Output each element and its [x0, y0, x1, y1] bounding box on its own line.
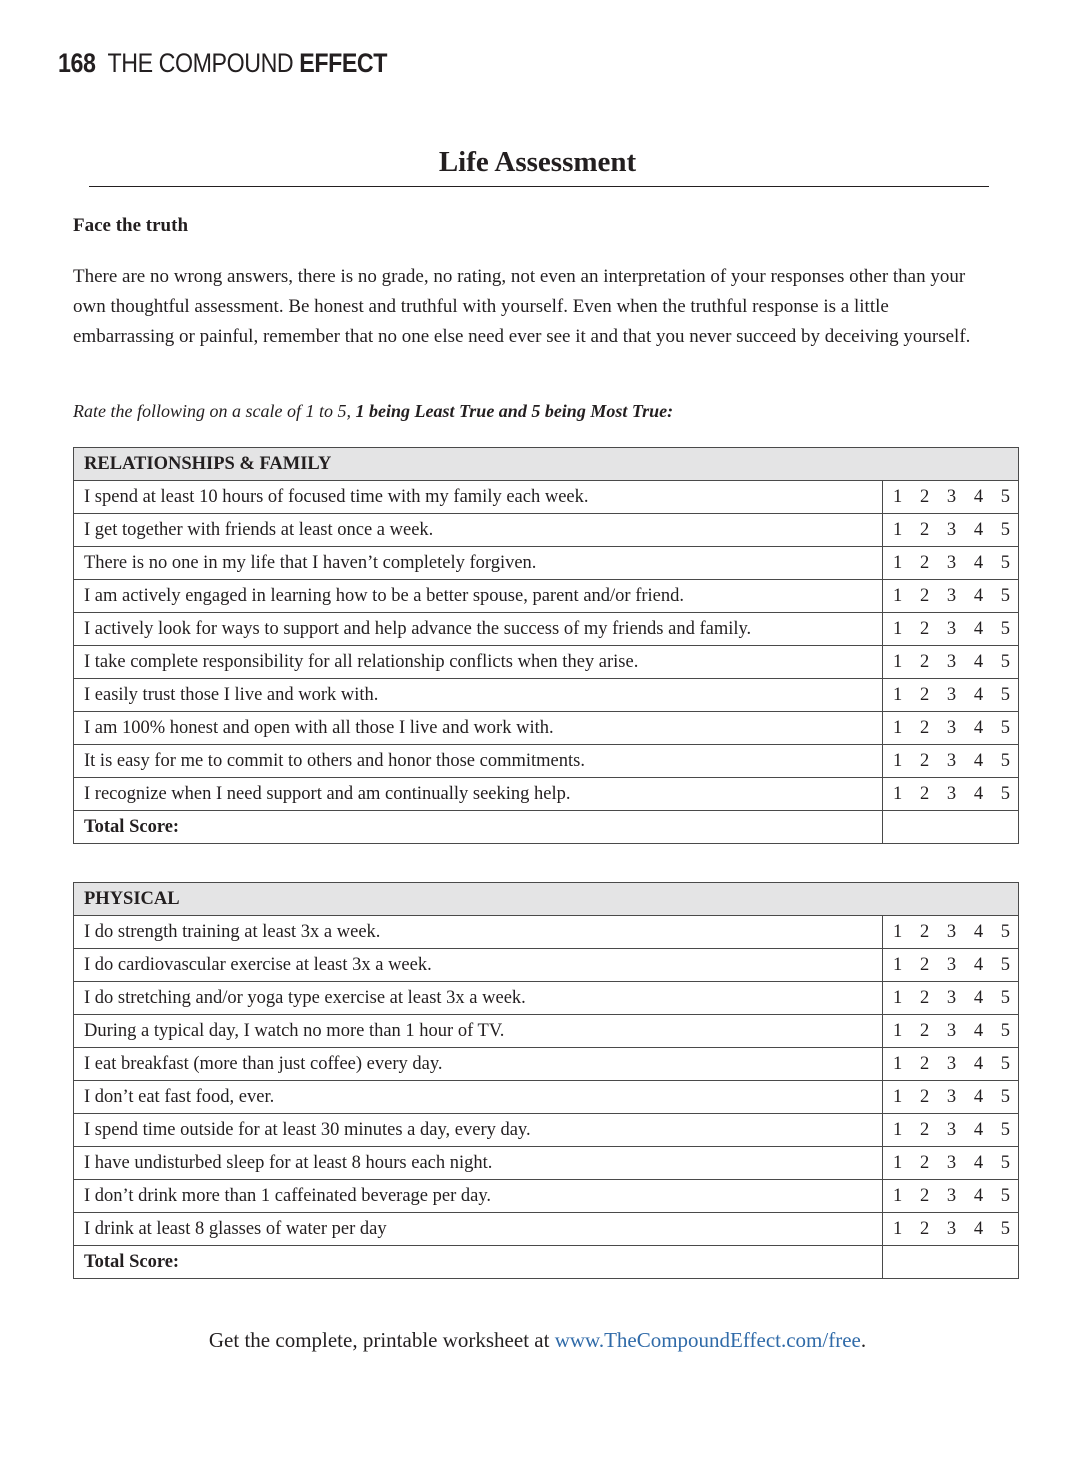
total-score-row [74, 1246, 1019, 1279]
rating-scale [883, 1114, 1019, 1147]
rating-option-1[interactable]: 1 [893, 684, 903, 705]
rating-option-5[interactable]: 5 [1000, 921, 1010, 942]
rating-option-2[interactable]: 2 [919, 486, 930, 507]
rating-option-3[interactable]: 3 [946, 651, 957, 672]
rating-option-4[interactable]: 4 [973, 750, 984, 771]
statement-row [74, 916, 1019, 949]
rating-option-3[interactable]: 3 [946, 486, 957, 507]
rating-option-2[interactable]: 2 [919, 921, 930, 942]
statement-text: I get together with friends at least once a week. [74, 514, 883, 547]
rating-option-4[interactable]: 4 [973, 1086, 984, 1107]
rating-scale [883, 679, 1019, 712]
statement-text: I do cardiovascular exercise at least 3x a week. [74, 949, 883, 982]
rating-option-3[interactable]: 3 [946, 954, 957, 975]
section-heading-row [74, 883, 1019, 916]
total-score-field[interactable] [883, 811, 1019, 844]
rating-option-5[interactable]: 5 [1000, 1119, 1010, 1140]
statement-row [74, 1081, 1019, 1114]
rating-option-5[interactable]: 5 [1000, 486, 1010, 507]
rating-option-3[interactable]: 3 [946, 1218, 957, 1239]
rating-option-3[interactable]: 3 [946, 684, 957, 705]
rating-scale [883, 1213, 1019, 1246]
rating-scale [883, 745, 1019, 778]
statement-row [74, 1147, 1019, 1180]
worksheet-link[interactable]: www.TheCompoundEffect.com/free [554, 1328, 861, 1352]
rating-options [893, 718, 1010, 739]
rating-options [893, 955, 1010, 976]
statement-row [74, 1114, 1019, 1147]
rating-options [893, 1219, 1010, 1240]
rating-option-4[interactable]: 4 [973, 717, 984, 738]
statement-text: I recognize when I need support and am continually seeking help. [74, 778, 883, 811]
rating-option-3[interactable]: 3 [946, 750, 957, 771]
rating-option-2[interactable]: 2 [919, 717, 930, 738]
total-score-label: Total Score: [74, 1246, 883, 1279]
rating-option-3[interactable]: 3 [946, 783, 957, 804]
rating-scale [883, 1048, 1019, 1081]
rating-option-5[interactable]: 5 [1000, 585, 1010, 606]
rating-option-1[interactable]: 1 [893, 1218, 903, 1239]
rating-options [893, 751, 1010, 772]
rating-option-2[interactable]: 2 [919, 783, 930, 804]
statement-text: I am actively engaged in learning how to be a better spouse, parent and/or friend. [74, 580, 883, 613]
section-heading: PHYSICAL [74, 883, 1019, 916]
rating-option-1[interactable]: 1 [893, 783, 903, 804]
rating-option-5[interactable]: 5 [1000, 651, 1010, 672]
rating-option-4[interactable]: 4 [973, 1053, 984, 1074]
rating-options [893, 652, 1010, 673]
rating-option-2[interactable]: 2 [919, 1152, 930, 1173]
rating-option-5[interactable]: 5 [1000, 987, 1010, 1008]
rating-option-2[interactable]: 2 [919, 684, 930, 705]
page-number: 168 [58, 48, 96, 78]
title-rule [89, 186, 989, 187]
rating-option-3[interactable]: 3 [946, 1152, 957, 1173]
instruction-bold: 1 being Least True and 5 being Most True: [355, 401, 674, 421]
rating-option-2[interactable]: 2 [919, 954, 930, 975]
rating-option-3[interactable]: 3 [946, 1185, 957, 1206]
relationships-family-table [73, 447, 1019, 844]
rating-option-4[interactable]: 4 [973, 783, 984, 804]
rating-scale [883, 613, 1019, 646]
intro-paragraph: There are no wrong answers, there is no grade, no rating, not even an interpretation of your responses other than your own thoughtful assessment. Be honest and truthful with yourself. Even when the truthful response is a little embarrassing or painful, remember that no one else need ever see it and that you never succeed by deceiving yourself. [73, 266, 971, 347]
rating-option-1[interactable]: 1 [893, 486, 903, 507]
rating-option-2[interactable]: 2 [919, 651, 930, 672]
rating-option-1[interactable]: 1 [893, 987, 903, 1008]
page-title: Life Assessment [438, 146, 637, 178]
rating-options [893, 988, 1010, 1009]
rating-option-1[interactable]: 1 [893, 585, 903, 606]
rating-option-5[interactable]: 5 [1000, 717, 1010, 738]
rating-option-3[interactable]: 3 [946, 1119, 957, 1140]
statement-row [74, 712, 1019, 745]
rating-scale [883, 778, 1019, 811]
rating-options [893, 553, 1010, 574]
rating-option-1[interactable]: 1 [893, 1119, 903, 1140]
rating-scale [883, 646, 1019, 679]
total-score-label: Total Score: [74, 811, 883, 844]
rating-option-4[interactable]: 4 [973, 954, 984, 975]
rating-option-3[interactable]: 3 [946, 717, 957, 738]
total-score-field[interactable] [883, 1246, 1019, 1279]
rating-option-3[interactable]: 3 [946, 987, 957, 1008]
statement-text: I actively look for ways to support and help advance the success of my friends and family. [74, 613, 883, 646]
rating-scale [883, 1015, 1019, 1048]
rating-options [893, 922, 1010, 943]
physical-table [73, 882, 1019, 1279]
statement-text: There is no one in my life that I haven’t completely forgiven. [74, 547, 883, 580]
rating-option-1[interactable]: 1 [893, 1152, 903, 1173]
statement-row [74, 514, 1019, 547]
rating-option-1[interactable]: 1 [893, 954, 903, 975]
rating-option-3[interactable]: 3 [946, 552, 957, 573]
statement-row [74, 679, 1019, 712]
rating-option-3[interactable]: 3 [946, 1086, 957, 1107]
statement-row [74, 949, 1019, 982]
rating-options [893, 487, 1010, 508]
statement-row [74, 547, 1019, 580]
rating-option-2[interactable]: 2 [919, 1020, 930, 1041]
statement-row [74, 1180, 1019, 1213]
rating-option-2[interactable]: 2 [919, 1086, 930, 1107]
rating-options [893, 685, 1010, 706]
rating-options [893, 586, 1010, 607]
rating-scale [883, 949, 1019, 982]
rating-option-2[interactable]: 2 [919, 618, 930, 639]
statement-text: I spend time outside for at least 30 minutes a day, every day. [74, 1114, 883, 1147]
rating-option-2[interactable]: 2 [919, 1053, 930, 1074]
rating-scale [883, 916, 1019, 949]
rating-scale [883, 514, 1019, 547]
rating-option-1[interactable]: 1 [893, 1020, 903, 1041]
rating-option-2[interactable]: 2 [919, 585, 930, 606]
rating-option-5[interactable]: 5 [1000, 1086, 1010, 1107]
rating-option-4[interactable]: 4 [973, 519, 984, 540]
statement-row [74, 778, 1019, 811]
rating-option-4[interactable]: 4 [973, 1119, 984, 1140]
rating-option-4[interactable]: 4 [973, 618, 984, 639]
statement-text: I eat breakfast (more than just coffee) every day. [74, 1048, 883, 1081]
rating-option-1[interactable]: 1 [893, 750, 903, 771]
rating-options [893, 1186, 1010, 1207]
rating-option-1[interactable]: 1 [893, 618, 903, 639]
rating-option-5[interactable]: 5 [1000, 552, 1010, 573]
rating-option-3[interactable]: 3 [946, 519, 957, 540]
statement-text: I have undisturbed sleep for at least 8 hours each night. [74, 1147, 883, 1180]
rating-option-5[interactable]: 5 [1000, 1152, 1010, 1173]
statement-row [74, 1015, 1019, 1048]
statement-row [74, 580, 1019, 613]
footer-text: Get the complete, printable worksheet at [208, 1328, 555, 1352]
rating-option-5[interactable]: 5 [1000, 783, 1010, 804]
rating-option-1[interactable]: 1 [893, 1185, 903, 1206]
rating-options [893, 784, 1010, 805]
book-title-regular: THE COMPOUND [107, 48, 294, 78]
rating-options [893, 520, 1010, 541]
section-heading-row [74, 448, 1019, 481]
rating-option-3[interactable]: 3 [946, 618, 957, 639]
rating-scale [883, 580, 1019, 613]
rating-option-4[interactable]: 4 [973, 552, 984, 573]
rating-option-1[interactable]: 1 [893, 519, 903, 540]
rating-option-4[interactable]: 4 [973, 585, 984, 606]
rating-scale [883, 547, 1019, 580]
footer [0, 1328, 1075, 1353]
rating-scale [883, 481, 1019, 514]
rating-option-5[interactable]: 5 [1000, 1053, 1010, 1074]
rating-option-3[interactable]: 3 [946, 1020, 957, 1041]
statement-text: I don’t drink more than 1 caffeinated beverage per day. [74, 1180, 883, 1213]
instruction-italic: Rate the following on a scale of 1 to 5, [73, 401, 356, 421]
rating-option-4[interactable]: 4 [973, 684, 984, 705]
rating-scale [883, 1081, 1019, 1114]
rating-scale [883, 1180, 1019, 1213]
rating-option-1[interactable]: 1 [893, 921, 903, 942]
statement-text: I do strength training at least 3x a week. [74, 916, 883, 949]
rating-option-4[interactable]: 4 [973, 486, 984, 507]
statement-text: I spend at least 10 hours of focused time with my family each week. [74, 481, 883, 514]
statement-row [74, 1213, 1019, 1246]
statement-row [74, 745, 1019, 778]
statement-row [74, 982, 1019, 1015]
rating-options [893, 1021, 1010, 1042]
rating-option-4[interactable]: 4 [973, 1020, 984, 1041]
rating-option-3[interactable]: 3 [946, 921, 957, 942]
statement-row [74, 1048, 1019, 1081]
rating-options [893, 1153, 1010, 1174]
rating-option-3[interactable]: 3 [946, 1053, 957, 1074]
rating-option-4[interactable]: 4 [973, 1152, 984, 1173]
rating-option-1[interactable]: 1 [893, 1086, 903, 1107]
rating-option-2[interactable]: 2 [919, 1185, 930, 1206]
footer-period: . [860, 1328, 867, 1352]
rating-option-4[interactable]: 4 [973, 921, 984, 942]
rating-option-2[interactable]: 2 [919, 750, 930, 771]
rating-option-4[interactable]: 4 [973, 1185, 984, 1206]
rating-option-5[interactable]: 5 [1000, 1020, 1010, 1041]
statement-text: I drink at least 8 glasses of water per day [74, 1213, 883, 1246]
running-head [58, 48, 387, 79]
rating-option-5[interactable]: 5 [1000, 954, 1010, 975]
rating-option-2[interactable]: 2 [919, 552, 930, 573]
rating-option-4[interactable]: 4 [973, 1218, 984, 1239]
rating-option-4[interactable]: 4 [973, 651, 984, 672]
statement-row [74, 646, 1019, 679]
rating-option-5[interactable]: 5 [1000, 1218, 1010, 1239]
statement-text: I take complete responsibility for all relationship conflicts when they arise. [74, 646, 883, 679]
statement-text: I easily trust those I live and work with. [74, 679, 883, 712]
rating-instruction [73, 401, 673, 422]
rating-options [893, 619, 1010, 640]
statement-text: It is easy for me to commit to others and honor those commitments. [74, 745, 883, 778]
book-title-bold: EFFECT [299, 48, 388, 78]
section-subhead: Face the truth [73, 215, 189, 236]
rating-scale [883, 1147, 1019, 1180]
section-heading: RELATIONSHIPS & FAMILY [74, 448, 1019, 481]
rating-option-5[interactable]: 5 [1000, 750, 1010, 771]
rating-scale [883, 982, 1019, 1015]
rating-option-3[interactable]: 3 [946, 585, 957, 606]
statement-text: During a typical day, I watch no more than 1 hour of TV. [74, 1015, 883, 1048]
book-title [108, 48, 388, 78]
rating-option-1[interactable]: 1 [893, 1053, 903, 1074]
statement-row [74, 613, 1019, 646]
rating-option-2[interactable]: 2 [919, 1218, 930, 1239]
statement-text: I am 100% honest and open with all those I live and work with. [74, 712, 883, 745]
rating-option-4[interactable]: 4 [973, 987, 984, 1008]
total-score-row [74, 811, 1019, 844]
rating-option-2[interactable]: 2 [919, 1119, 930, 1140]
rating-option-5[interactable]: 5 [1000, 618, 1010, 639]
rating-options [893, 1054, 1010, 1075]
rating-scale [883, 712, 1019, 745]
rating-option-1[interactable]: 1 [893, 651, 903, 672]
rating-option-1[interactable]: 1 [893, 717, 903, 738]
rating-option-5[interactable]: 5 [1000, 684, 1010, 705]
statement-row [74, 481, 1019, 514]
rating-option-2[interactable]: 2 [919, 987, 930, 1008]
rating-option-2[interactable]: 2 [919, 519, 930, 540]
rating-options [893, 1087, 1010, 1108]
statement-text: I do stretching and/or yoga type exercise at least 3x a week. [74, 982, 883, 1015]
statement-text: I don’t eat fast food, ever. [74, 1081, 883, 1114]
rating-option-5[interactable]: 5 [1000, 1185, 1010, 1206]
rating-option-5[interactable]: 5 [1000, 519, 1010, 540]
rating-option-1[interactable]: 1 [893, 552, 903, 573]
rating-options [893, 1120, 1010, 1141]
